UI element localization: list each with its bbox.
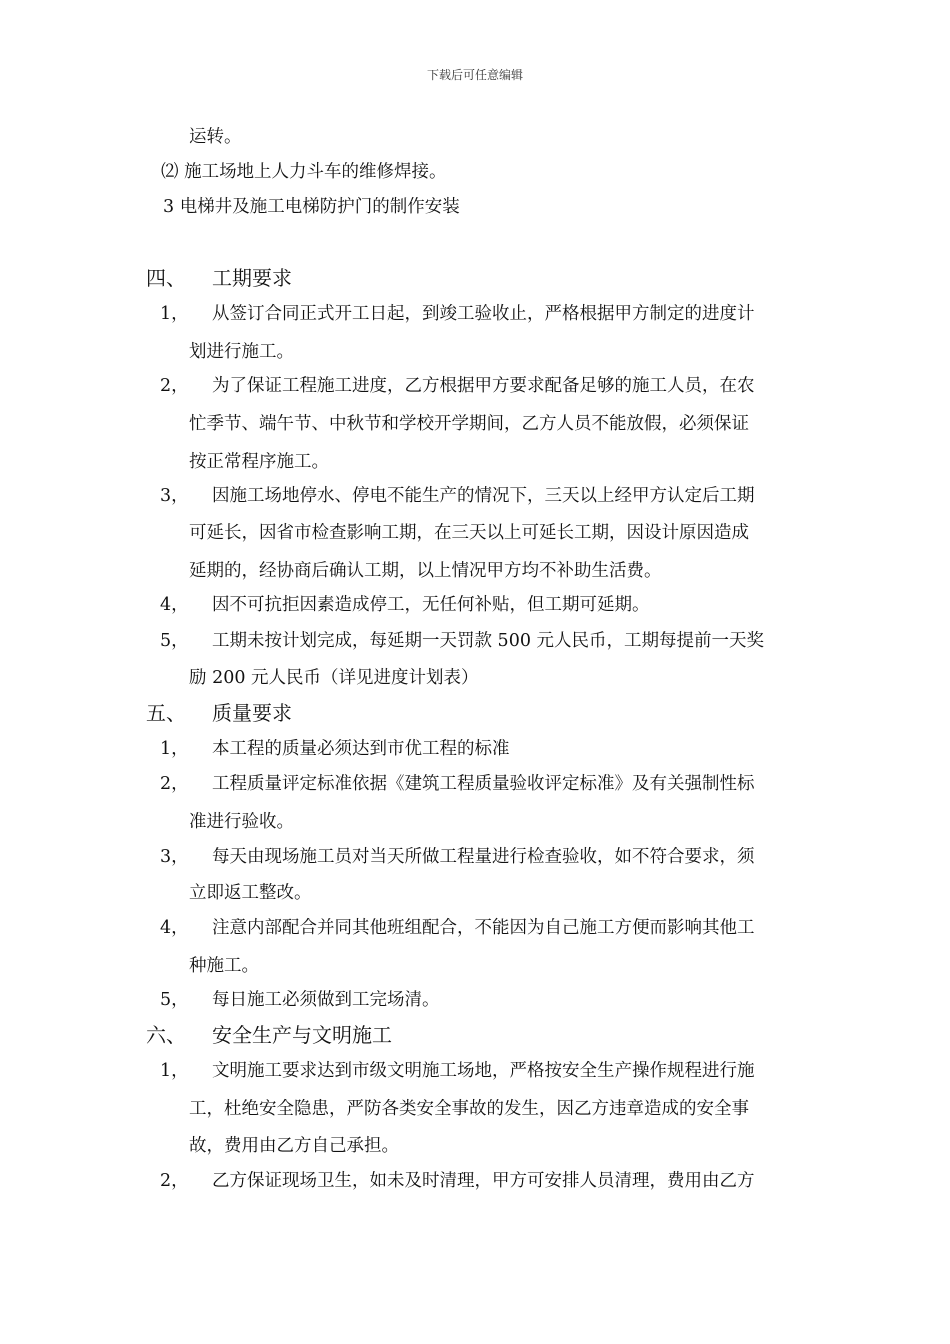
s6-item-2-line-1: 乙方保证现场卫生，如未及时清理，甲方可安排人员清理，费用由乙方 <box>212 1171 755 1191</box>
s6-item-1-number: 1， <box>160 1061 189 1081</box>
section-5-number: 五、 <box>146 701 186 725</box>
s4-item-2-line-3: 按正常程序施工。 <box>189 452 329 472</box>
s4-item-2-line-1: 为了保证工程施工进度，乙方根据甲方要求配备足够的施工人员，在农 <box>212 376 755 396</box>
page-header: 下载后可任意编辑 <box>426 68 523 82</box>
s5-item-4-number: 4， <box>160 918 189 938</box>
section-4-number: 四、 <box>146 266 186 290</box>
s4-item-5-number: 5， <box>160 631 189 651</box>
s5-item-2-line-1: 工程质量评定标准依据《建筑工程质量验收评定标准》及有关强制性标 <box>212 774 755 794</box>
s4-item-3-line-2: 可延长，因省市检查影响工期，在三天以上可延长工期，因设计原因造成 <box>189 523 749 543</box>
section-6-number: 六、 <box>146 1023 186 1047</box>
s4-item-5-line-1: 工期未按计划完成，每延期一天罚款 500 元人民币，工期每提前一天奖 <box>212 631 765 651</box>
s5-item-3-line-2: 立即返工整改。 <box>189 883 312 903</box>
s5-item-4-line-1: 注意内部配合并同其他班组配合，不能因为自己施工方便而影响其他工 <box>212 918 755 938</box>
s5-item-1-number: 1， <box>160 739 189 759</box>
s4-item-5-line-2: 励 200 元人民币（详见进度计划表） <box>189 668 479 688</box>
s4-item-3-line-1: 因施工场地停水、停电不能生产的情况下，三天以上经甲方认定后工期 <box>212 486 755 506</box>
section-6-title: 安全生产与文明施工 <box>212 1023 392 1047</box>
s6-item-2-number: 2， <box>160 1171 189 1191</box>
intro-line-2: ⑵ 施工场地上人力斗车的维修焊接。 <box>161 162 447 182</box>
section-5-title: 质量要求 <box>212 701 292 725</box>
s5-item-1-line-1: 本工程的质量必须达到市优工程的标准 <box>212 739 510 759</box>
s5-item-3-line-1: 每天由现场施工员对当天所做工程量进行检查验收，如不符合要求，须 <box>212 847 755 867</box>
s5-item-4-line-2: 种施工。 <box>189 956 259 976</box>
s4-item-1-line-1: 从签订合同正式开工日起，到竣工验收止，严格根据甲方制定的进度计 <box>212 304 755 324</box>
intro-line-1: 运转。 <box>189 127 242 147</box>
section-4-title: 工期要求 <box>212 266 292 290</box>
s6-item-1-line-3: 故，费用由乙方自己承担。 <box>189 1136 399 1156</box>
s5-item-2-number: 2， <box>160 774 189 794</box>
s4-item-1-number: 1， <box>160 304 189 324</box>
s5-item-3-number: 3， <box>160 847 189 867</box>
s4-item-4-number: 4， <box>160 595 189 615</box>
s6-item-1-line-2: 工，杜绝安全隐患，严防各类安全事故的发生，因乙方违章造成的安全事 <box>189 1099 749 1119</box>
intro-line-3: 3 电梯井及施工电梯防护门的制作安装 <box>163 197 460 217</box>
s4-item-3-line-3: 延期的，经协商后确认工期，以上情况甲方均不补助生活费。 <box>189 561 662 581</box>
s5-item-5-line-1: 每日施工必须做到工完场清。 <box>212 990 440 1010</box>
s5-item-5-number: 5， <box>160 990 189 1010</box>
s6-item-1-line-1: 文明施工要求达到市级文明施工场地，严格按安全生产操作规程进行施 <box>212 1061 755 1081</box>
s4-item-2-line-2: 忙季节、端午节、中秋节和学校开学期间，乙方人员不能放假，必须保证 <box>189 414 749 434</box>
s4-item-2-number: 2， <box>160 376 189 396</box>
s4-item-3-number: 3， <box>160 486 189 506</box>
s4-item-1-line-2: 划进行施工。 <box>189 342 294 362</box>
s5-item-2-line-2: 准进行验收。 <box>189 812 294 832</box>
s4-item-4-line-1: 因不可抗拒因素造成停工，无任何补贴，但工期可延期。 <box>212 595 650 615</box>
